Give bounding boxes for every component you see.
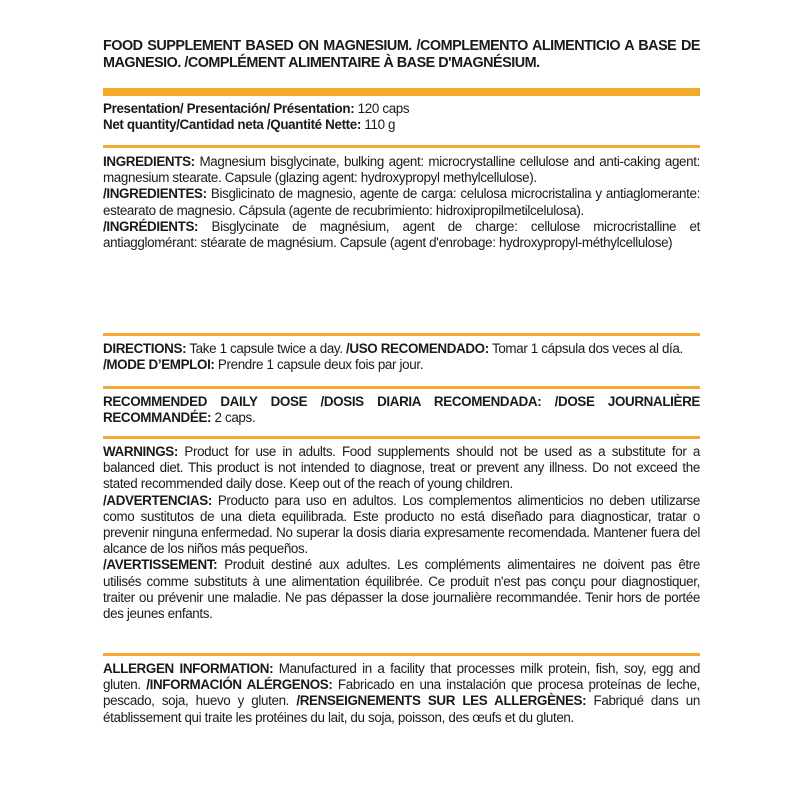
divider [103, 145, 700, 148]
directions-fr-label: /MODE D’EMPLOI: [103, 357, 215, 373]
divider [103, 333, 700, 336]
net-quantity-value: 110 g [361, 117, 396, 133]
warnings-en-label: WARNINGS: [103, 444, 178, 459]
warnings-fr-text: Produit destiné aux adultes. Les compléments alimentaires ne doivent pas être utilisés comme substituts à une alimentation équilibrée. Ce produit n'est pas conçu pour diagnostiquer, traiter ou prévenir une maladie. Ne pas dépasser la dose journalière recommandée. Tenir hors de portée des jeunes enfants. [103, 557, 700, 622]
warnings-fr [103, 557, 700, 622]
directions-fr-text: Prendre 1 capsule deux fois par jour. [214, 357, 424, 373]
daily-dose-section [103, 394, 700, 426]
allergen-fr-label: /RENSEIGNEMENTS SUR LES ALLERGÈNES: [296, 693, 587, 709]
ingredients-fr-text: Bisglycinate de magnésium, agent de charge: cellulose microcristalline et antiagglomérant: stéarate de magnésium. Capsule (agent d'enrobage: hydroxypropyl-méthylcellulose) [103, 218, 700, 251]
ingredients-section [103, 154, 700, 251]
presentation-label: Presentation/ Presentación/ Présentation: [103, 101, 355, 116]
ingredients-es-label: /INGREDIENTES: [103, 186, 207, 202]
allergen-section [103, 661, 700, 726]
ingredients-es-text: Bisglicinato de magnesio, agente de carga: celulosa microcristalina y antiaglomerante: estearato de magnesio. Cápsula (agente de recubrimiento: hidroxipropilmetilcelulosa). [103, 186, 700, 218]
allergen-es-label: /INFORMACIÓN ALÉRGENOS: [146, 677, 333, 693]
ingredients-fr [103, 219, 700, 251]
presentation-value: 120 caps [354, 101, 410, 116]
directions-en-label: DIRECTIONS: [103, 341, 187, 356]
daily-dose-value: 2 caps. [211, 410, 256, 426]
allergen-en-label: ALLERGEN INFORMATION: [103, 661, 274, 676]
divider [103, 386, 700, 389]
warnings-es-label: /ADVERTENCIAS: [103, 492, 212, 508]
directions-en-text: Take 1 capsule twice a day. [186, 341, 347, 356]
daily-dose-label: RECOMMENDED DAILY DOSE /DOSIS DIARIA RECOMENDADA: /DOSE JOURNALIÈRE RECOMMANDÉE: [103, 394, 700, 426]
warnings-section [103, 444, 700, 622]
ingredients-fr-label: /INGRÉDIENTS: [103, 218, 199, 234]
directions-es-text: Tomar 1 cápsula dos veces al día. [488, 341, 683, 356]
ingredients-en-text: Magnesium bisglycinate, bulking agent: microcrystalline cellulose and anti-caking agent: magnesium stearate. Capsule (glazing agent: hydroxypropyl methylcellulose). [103, 154, 700, 186]
directions-section [103, 341, 700, 373]
allergen-es-text: Fabricado en una instalación que procesa proteínas de leche, pescado, soja, huevo y gluten. [103, 677, 700, 709]
directions-es-label: /USO RECOMENDADO: [346, 341, 489, 356]
allergen-en-text: Manufactured in a facility that processes milk protein, fish, soy, egg and gluten. [103, 661, 700, 693]
presentation-section [103, 101, 700, 133]
warnings-fr-label: /AVERTISSEMENT: [103, 557, 218, 573]
net-quantity-label: Net quantity/Cantidad neta /Quantité Nette: [103, 117, 361, 133]
presentation-line [103, 101, 700, 117]
ingredients-es [103, 186, 700, 218]
product-title: FOOD SUPPLEMENT BASED ON MAGNESIUM. /COMPLEMENTO ALIMENTICIO A BASE DE MAGNESIO. /COMPLÉMENT ALIMENTAIRE À BASE D'MAGNÉSIUM. [103, 38, 700, 71]
ingredients-en-label: INGREDIENTS: [103, 154, 195, 169]
ingredients-en [103, 154, 700, 186]
divider [103, 653, 700, 656]
warnings-en [103, 444, 700, 493]
divider [103, 436, 700, 439]
warnings-es [103, 493, 700, 558]
net-quantity-line [103, 117, 700, 133]
allergen-fr-text: Fabriqué dans un établissement qui traite les protéines du lait, du soja, poisson, des œufs et du gluten. [103, 693, 700, 725]
warnings-es-text: Producto para uso en adultos. Los complementos alimenticios no deben utilizarse como sustitutos de una dieta equilibrada. Este producto no está diseñado para diagnosticar, tratar o prevenir ninguna enfermedad. No superar la dosis diaria expresamente recomendada. Mantener fuera del alcance de los niños más pequeños. [103, 492, 700, 557]
warnings-en-text: Product for use in adults. Food supplements should not be used as a substitute for a balanced diet. This product is not intended to diagnose, treat or prevent any illness. Do not exceed the stated recommended daily dose. Keep out of the reach of young children. [103, 444, 700, 492]
divider [103, 88, 700, 96]
